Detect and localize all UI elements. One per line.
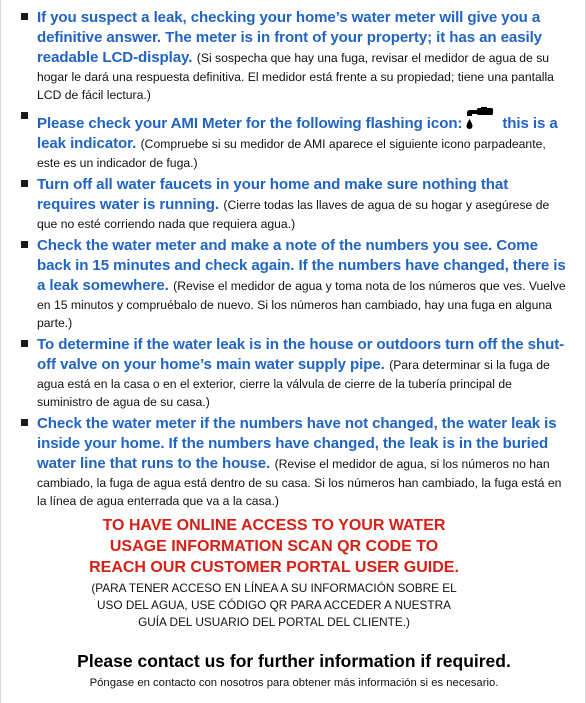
step-english: Turn off all water faucets in your home and make sure nothing that requires water is running.	[37, 176, 509, 213]
bullet-icon	[21, 112, 28, 119]
list-item	[21, 236, 569, 332]
step-english: Please check your AMI Meter for the following flashing icon:	[37, 115, 463, 132]
bullet-icon	[21, 419, 28, 426]
bullet-icon	[21, 340, 28, 347]
faucet-leak-icon	[466, 107, 496, 131]
list-item	[21, 414, 569, 510]
contact-heading: Please contact us for further information if required.	[77, 651, 511, 671]
online-access-notice	[1, 515, 586, 631]
bullet-icon	[21, 241, 28, 248]
step-spanish: (Si sospecha que hay una fuga, revisar el medidor de agua de su hogar le dará una respuesta definitiva. El medidor está frente a su propiedad; tiene una pantalla LCD de fácil lectura.)	[37, 51, 554, 102]
list-item	[21, 335, 569, 411]
list-item	[21, 8, 569, 104]
online-access-heading	[0, 515, 586, 578]
bullet-icon	[21, 13, 28, 20]
online-access-spanish-line: (PARA TENER ACCESO EN LÍNEA A SU INFORMACIÓN SOBRE EL	[91, 581, 457, 595]
bullet-icon	[21, 180, 28, 187]
step-spanish: (Para determinar si la fuga de agua está en la casa o en el exterior, cierre la válvula de cierre de la tubería principal de suministro de agua de su casa.)	[37, 358, 550, 409]
step-spanish: (Revise el medidor de agua y toma nota de los números que ves. Vuelve en 15 minutos y compruébalo de nuevo. Si los números han cambiado, hay una fuga en alguna parte.)	[37, 279, 566, 330]
step-english: If you suspect a leak, checking your home’s water meter will give you a definitive answer. The meter is in front of your property; it has an easily readable LCD-display.	[37, 9, 542, 66]
step-english: Check the water meter if the numbers have not changed, the water leak is inside your home. If the numbers have changed, the leak is in the buried water line that runs to the house.	[37, 415, 557, 472]
online-access-spanish-line: USO DEL AGUA, USE CÓDIGO QR PARA ACCEDER A NUESTRA	[97, 598, 451, 612]
list-item	[21, 175, 569, 233]
step-english: To determine if the water leak is in the house or outdoors turn off the shut-off valve on your home’s main water supply pipe.	[37, 336, 565, 373]
step-spanish: (Cierre todas las llaves de agua de su hogar y asegúrese de que no esté corriendo nada que requiera agua.)	[37, 198, 550, 231]
online-access-spanish	[0, 580, 586, 631]
online-access-line: REACH OUR CUSTOMER PORTAL USER GUIDE.	[89, 559, 459, 576]
step-spanish: (Revise el medidor de agua, si los números no han cambiado, la fuga de agua está dentro de su casa. Si los números han cambiado, la fuga está en la línea de agua enterrada que va a la casa.)	[37, 457, 562, 508]
online-access-line: TO HAVE ONLINE ACCESS TO YOUR WATER	[102, 517, 446, 534]
leak-check-steps	[21, 8, 569, 513]
contact-spanish: Póngase en contacto con nosotros para obtener más información si es necesario.	[89, 677, 499, 689]
step-english: Check the water meter and make a note of the numbers you see. Come back in 15 minutes and check again. If the numbers have changed, there is a leak somewhere.	[37, 237, 566, 294]
online-access-line: USAGE INFORMATION SCAN QR CODE TO	[109, 538, 439, 555]
list-item	[21, 107, 569, 172]
contact-footer	[1, 650, 586, 691]
step-spanish: (Compruebe si su medidor de AMI aparece el siguiente icono parpadeante, este es un indicador de fuga.)	[37, 137, 546, 170]
step-english-continued: this is a leak indicator.	[37, 115, 558, 152]
online-access-spanish-line: GUÍA DEL USUARIO DEL PORTAL DEL CLIENTE.)	[138, 615, 410, 629]
